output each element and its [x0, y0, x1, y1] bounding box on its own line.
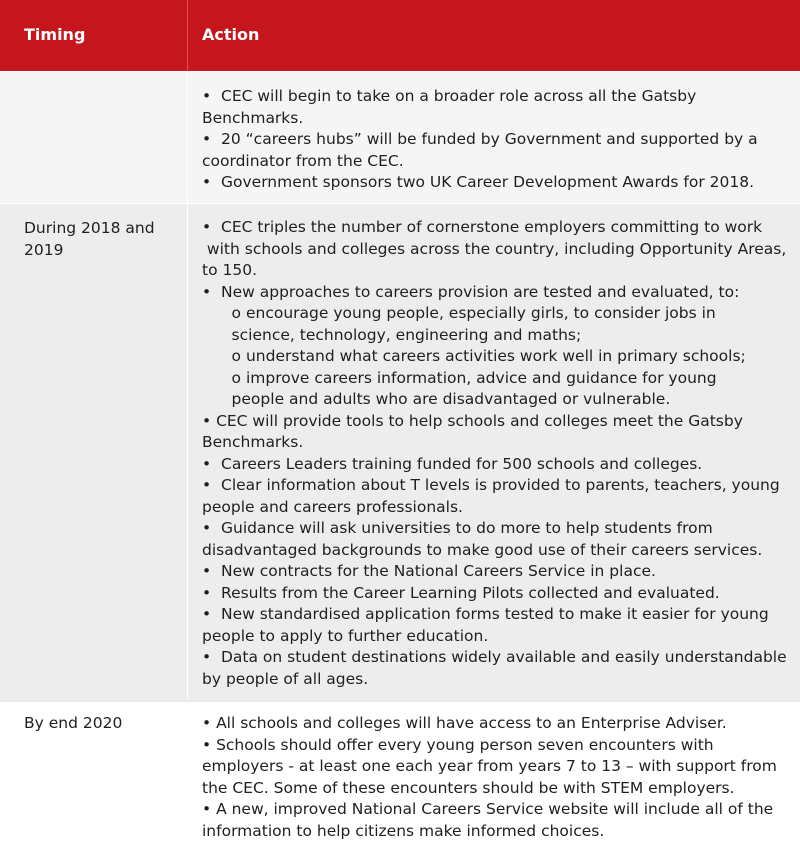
action-line: o understand what careers activities work well in primary schools; — [202, 347, 746, 365]
action-line: • New approaches to careers provision are tested and evaluated, to: — [202, 282, 740, 301]
action-line: people and adults who are disadvantaged or vulnerable. — [202, 390, 671, 408]
row-actions — [188, 72, 800, 203]
action-line: Benchmarks. — [202, 433, 304, 451]
action-line: • Government sponsors two UK Career Development Awards for 2018. — [202, 173, 755, 191]
action-line: disadvantaged backgrounds to make good use of their careers services. — [202, 540, 763, 559]
row-actions — [188, 204, 800, 700]
action-line: • CEC will begin to take on a broader role across all the Gatsby — [202, 87, 697, 105]
action-line: information to help citizens make informed choices. — [202, 821, 605, 840]
action-line: • CEC triples the number of cornerstone employers committing to work — [202, 218, 763, 236]
action-line: • New standardised application forms tested to make it easier for young — [202, 605, 769, 623]
table-row — [0, 203, 800, 700]
action-line: science, technology, engineering and maths; — [202, 325, 582, 344]
action-line: • 20 “careers hubs” will be funded by Government and supported by a — [202, 130, 758, 148]
action-line: people to apply to further education. — [202, 626, 489, 645]
action-line: o encourage young people, especially girls, to consider jobs in — [202, 304, 716, 322]
action-line: • A new, improved National Careers Service website will include all of the — [202, 800, 774, 818]
action-line: • CEC will provide tools to help schools and colleges meet the Gatsby — [202, 411, 743, 430]
action-line: • All schools and colleges will have access to an Enterprise Adviser. — [202, 714, 727, 732]
header-action: Action — [202, 25, 260, 44]
action-line: • Data on student destinations widely available and easily understandable — [202, 648, 787, 666]
action-line: • New contracts for the National Careers Service in place. — [202, 562, 656, 580]
table-row — [0, 700, 800, 852]
action-line: • Careers Leaders training funded for 500 schools and colleges. — [202, 454, 703, 473]
action-line: to 150. — [202, 261, 257, 279]
action-line: • Guidance will ask universities to do more to help students from — [202, 519, 713, 537]
action-line: • Clear information about T levels is provided to parents, teachers, young — [202, 476, 780, 494]
row-timing: During 2018 and 2019 — [0, 204, 188, 700]
table-header — [0, 0, 800, 71]
action-line: people and careers professionals. — [202, 497, 463, 516]
action-line: • Schools should offer every young person seven encounters with — [202, 735, 714, 754]
action-line: coordinator from the CEC. — [202, 151, 404, 170]
table-row — [0, 71, 800, 203]
action-line: o improve careers information, advice and guidance for young — [202, 368, 717, 387]
action-line: the CEC. Some of these encounters should be with STEM employers. — [202, 778, 735, 797]
header-timing: Timing — [0, 0, 188, 71]
row-timing — [0, 72, 188, 203]
action-line: with schools and colleges across the country, including Opportunity Areas, — [202, 239, 787, 258]
action-line: employers - at least one each year from years 7 to 13 – with support from — [202, 757, 777, 775]
action-line: Benchmarks. — [202, 108, 304, 127]
row-timing: By end 2020 — [0, 702, 188, 852]
action-line: • Results from the Career Learning Pilots collected and evaluated. — [202, 583, 720, 602]
row-actions — [188, 702, 800, 852]
action-line: by people of all ages. — [202, 669, 369, 688]
